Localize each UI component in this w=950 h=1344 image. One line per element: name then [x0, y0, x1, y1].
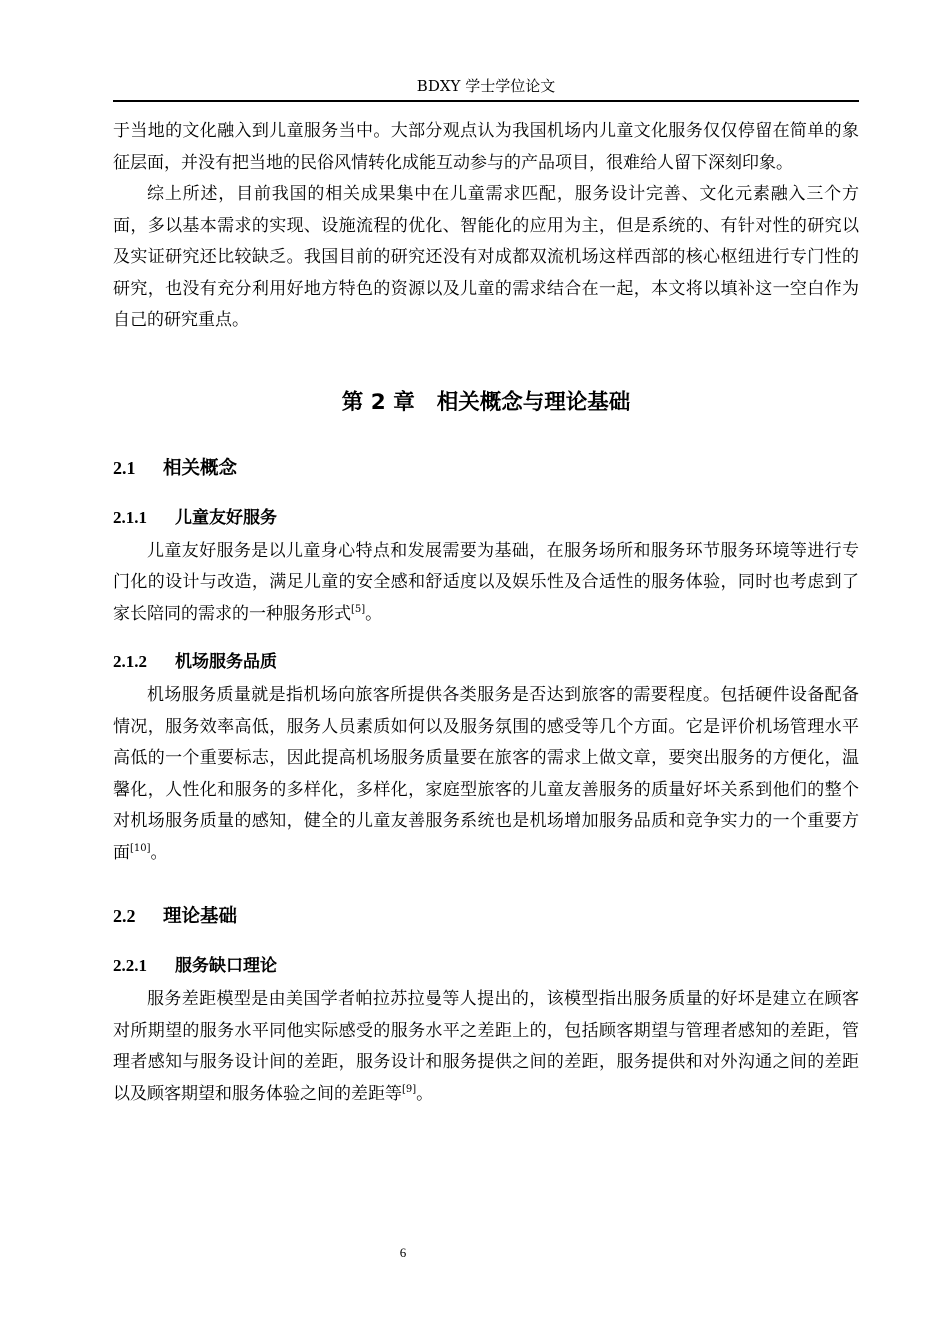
subsection-title: 服务缺口理论: [175, 956, 277, 976]
chapter-number: 第 2 章: [341, 389, 415, 415]
section-heading-2-1: [113, 455, 859, 482]
subsection-title: 儿童友好服务: [175, 507, 277, 528]
paragraph-end: 。: [150, 842, 168, 863]
paragraph-end: 。: [416, 1083, 434, 1104]
paragraph-text: 服务差距模型是由美国学者帕拉苏拉曼等人提出的，该模型指出服务质量的好坏是建立在顾客对所期望的服务水平同他实际感受的服务水平之差距上的，包括顾客期望与管理者感知的差距，管理者感知与服务设计间的差距，服务设计和服务提供之间的差距，服务提供和对外沟通之间的差距以及顾客期望和服务体验之间的差距等: [113, 989, 859, 1104]
subsection-title: 机场服务品质: [175, 652, 277, 672]
subsection-heading-2-1-2: [113, 650, 859, 674]
chapter-heading: [113, 389, 859, 417]
running-header: BDXY 学士学位论文: [416, 77, 556, 95]
citation-ref: [10]: [130, 842, 151, 854]
paragraph-summary: 综上所述，目前我国的相关成果集中在儿童需求匹配，服务设计完善、文化元素融入三个方面，多以基本需求的实现、设施流程的优化、智能化的应用为主，但是系统的、有针对性的研究以及实证研究还比较缺乏。我国目前的研究还没有对成都双流机场这样西部的核心枢纽进行专门性的研究，也没有充分利用好地方特色的资源以及儿童的需求结合在一起，本文将以填补这一空白作为自己的研究重点。: [113, 184, 859, 330]
citation-ref: [9]: [402, 1083, 417, 1095]
section-heading-2-2: [113, 903, 859, 930]
subsection-number: 2.1.1: [113, 507, 147, 527]
chapter-title: 相关概念与理论基础: [436, 389, 631, 415]
paragraph-airport-service-quality: [113, 680, 859, 869]
section-title: 相关概念: [163, 457, 238, 479]
paragraph-continued: 于当地的文化融入到儿童服务当中。大部分观点认为我国机场内儿童文化服务仅仅停留在简单的象征层面，并没有把当地的民俗风情转化成能互动参与的产品项目，很难给人留下深刻印象。: [113, 121, 859, 173]
citation-ref: [5]: [351, 603, 366, 615]
paragraph-child-friendly-service: [113, 536, 859, 631]
paragraph-text: 儿童友好服务是以儿童身心特点和发展需要为基础，在服务场所和服务环节服务环境等进行专门化的设计与改造，满足儿童的安全感和舒适度以及娱乐性及合适性的服务体验，同时也考虑到了家长陪同的需求的一种服务形式: [113, 540, 859, 624]
section-title: 理论基础: [163, 906, 238, 927]
section-number: 2.1: [113, 457, 136, 478]
paragraph-text: 机场服务质量就是指机场向旅客所提供各类服务是否达到旅客的需要程度。包括硬件设备配备情况，服务效率高低，服务人员素质如何以及服务氛围的感受等几个方面。它是评价机场管理水平高低的一个重要标志，因此提高机场服务质量要在旅客的需求上做文章，要突出服务的方便化，温馨化，人性化和服务的多样化，多样化，家庭型旅客的儿童友善服务的质量好坏关系到他们的整个对机场服务质量的感知，健全的儿童友善服务系统也是机场增加服务品质和竞争实力的一个重要方面: [113, 685, 859, 863]
header-rule: [113, 100, 859, 102]
paragraph-end: 。: [365, 603, 383, 624]
paragraph-service-gap-theory: [113, 984, 859, 1110]
subsection-number: 2.1.2: [113, 652, 147, 671]
page-number: 6: [399, 1245, 407, 1260]
subsection-number: 2.2.1: [113, 956, 147, 975]
page-body: [113, 116, 859, 1110]
subsection-heading-2-1-1: [113, 506, 859, 530]
section-number: 2.2: [113, 906, 136, 926]
subsection-heading-2-2-1: [113, 954, 859, 978]
